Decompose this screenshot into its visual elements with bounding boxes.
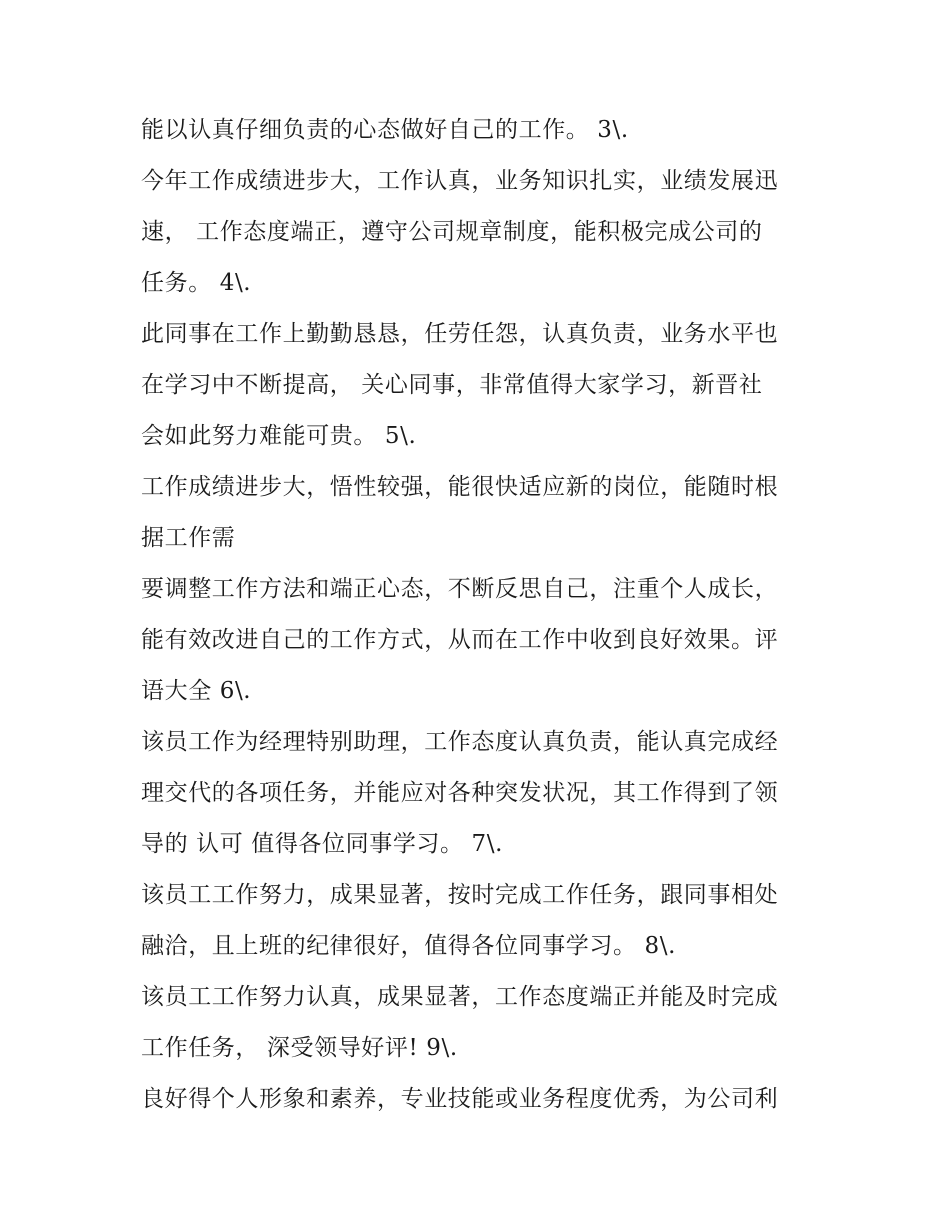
text-line: 融洽，且上班的纪律很好，值得各位同事学习。 8\. xyxy=(141,933,677,959)
text-line: 要调整工作方法和端正心态，不断反思自己，注重个人成长， xyxy=(141,576,779,602)
text-line: 此同事在工作上勤勤恳恳，任劳任怨，认真负责，业务水平也 xyxy=(141,321,779,347)
text-line: 导的 认可 值得各位同事学习。 7\. xyxy=(141,831,504,857)
text-line: 能以认真仔细负责的心态做好自己的工作。 3\. xyxy=(141,117,629,143)
text-line: 该员工作为经理特别助理，工作态度认真负责，能认真完成经 xyxy=(141,729,779,755)
text-line: 良好得个人形象和素养，专业技能或业务程度优秀，为公司利 xyxy=(141,1086,779,1112)
text-line: 今年工作成绩进步大，工作认真，业务知识扎实，业绩发展迅 xyxy=(141,168,779,194)
text-line: 会如此努力难能可贵。 5\. xyxy=(141,423,417,449)
text-line: 语大全 6\. xyxy=(141,678,252,704)
text-line: 能有效改进自己的工作方式，从而在工作中收到良好效果。评 xyxy=(141,627,779,653)
text-line: 任务。 4\. xyxy=(141,270,252,296)
text-line: 工作任务， 深受领导好评! 9\. xyxy=(141,1035,458,1061)
text-line: 在学习中不断提高， 关心同事，非常值得大家学习，新晋社 xyxy=(141,372,763,398)
text-line: 速， 工作态度端正，遵守公司规章制度，能积极完成公司的 xyxy=(141,219,763,245)
text-line: 理交代的各项任务，并能应对各种突发状况，其工作得到了领 xyxy=(141,780,779,806)
document-text-block xyxy=(141,112,821,1132)
text-line: 该员工工作努力认真，成果显著，工作态度端正并能及时完成 xyxy=(141,984,779,1010)
text-line: 工作成绩进步大，悟性较强，能很快适应新的岗位，能随时根 xyxy=(141,474,779,500)
text-line: 该员工工作努力，成果显著，按时完成工作任务，跟同事相处 xyxy=(141,882,779,908)
text-line: 据工作需 xyxy=(141,525,236,551)
